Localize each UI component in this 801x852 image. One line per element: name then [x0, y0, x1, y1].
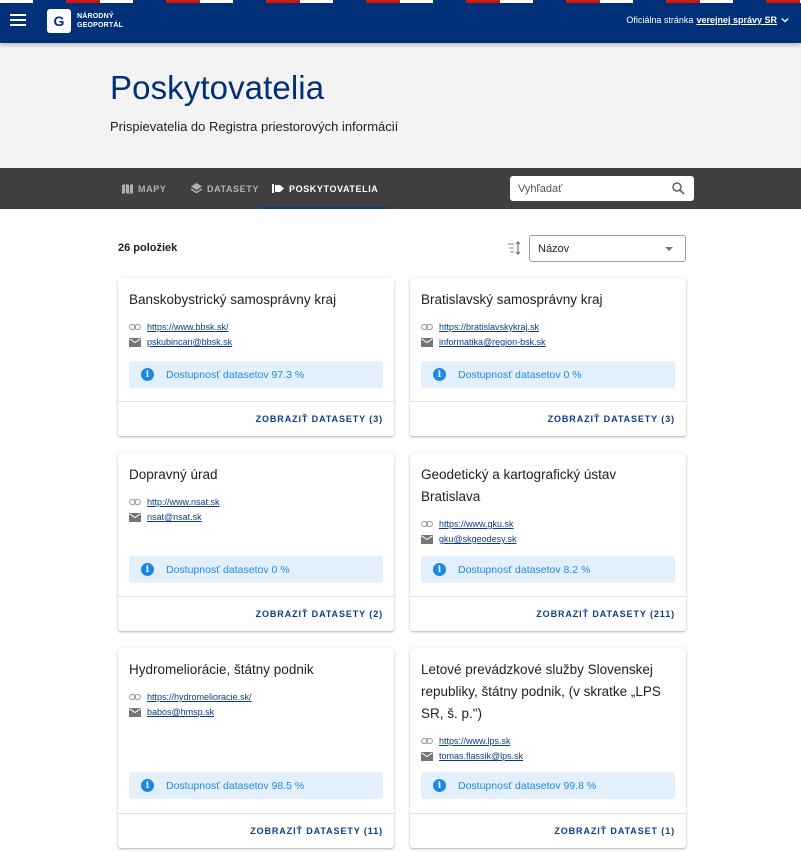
- email-icon: [129, 708, 141, 717]
- provider-card: [118, 278, 394, 436]
- link-icon: [129, 694, 141, 700]
- provider-card: [118, 648, 394, 848]
- map-icon: [122, 184, 133, 194]
- search-box: [510, 176, 694, 201]
- page-hero: [0, 43, 801, 168]
- link-icon: [421, 324, 433, 330]
- tab-mapy[interactable]: [122, 168, 166, 209]
- show-datasets-button[interactable]: ZOBRAZIŤ DATASETY (211): [536, 609, 675, 619]
- page-subtitle: Prispievatelia do Registra priestorových informácií: [110, 119, 399, 134]
- info-icon: i: [141, 368, 154, 381]
- info-icon: i: [141, 779, 154, 792]
- official-site-link[interactable]: verejnej správy SR: [696, 15, 777, 25]
- tab-poskytovatelia[interactable]: [261, 168, 389, 209]
- show-datasets-button[interactable]: ZOBRAZIŤ DATASETY (2): [255, 609, 383, 619]
- official-prefix: Oficiálna stránka: [626, 15, 694, 25]
- sort-select[interactable]: [529, 235, 686, 262]
- provider-email-link[interactable]: tomas.flassik@lps.sk: [439, 751, 524, 761]
- provider-name: Dopravný úrad: [129, 467, 218, 482]
- availability-text: Dostupnosť datasetov 99.8 %: [458, 779, 597, 792]
- availability-banner: [421, 772, 675, 799]
- email-icon: [129, 513, 141, 522]
- availability-text: Dostupnosť datasetov 0 %: [166, 563, 290, 576]
- link-icon: [421, 521, 433, 527]
- availability-text: Dostupnosť datasetov 97.3 %: [166, 368, 305, 381]
- provider-name: Banskobystrický samosprávny kraj: [129, 292, 337, 307]
- email-icon: [421, 752, 433, 761]
- show-datasets-button[interactable]: ZOBRAZIŤ DATASETY (11): [250, 826, 383, 836]
- provider-website-link[interactable]: https://www.gku.sk: [439, 519, 514, 529]
- provider-website-link[interactable]: https://bratislavskykraj.sk: [439, 322, 540, 332]
- tab-label: MAPY: [138, 183, 167, 194]
- page-title: Poskytovatelia: [110, 69, 325, 106]
- provider-name: Geodetický a kartografický ústav Bratislava: [421, 467, 617, 504]
- hamburger-menu-icon[interactable]: [10, 14, 26, 28]
- email-icon: [421, 338, 433, 347]
- link-icon: [129, 324, 141, 330]
- email-icon: [421, 535, 433, 544]
- show-datasets-button[interactable]: ZOBRAZIŤ DATASETY (3): [255, 414, 383, 424]
- top-header: [0, 0, 801, 43]
- provider-card: [118, 453, 394, 631]
- provider-email-link[interactable]: babos@hmsp.sk: [147, 707, 215, 717]
- search-icon[interactable]: [672, 182, 685, 195]
- geoportal-logo[interactable]: [47, 9, 123, 33]
- result-count: 26 položiek: [118, 242, 178, 254]
- official-site-banner: [626, 15, 789, 25]
- provider-website-link[interactable]: http://www.nsat.sk: [147, 497, 220, 507]
- provider-card: [410, 278, 686, 436]
- provider-name: Letové prevádzkové služby Slovenskej republiky, štátny podnik, (v skratke „LPS SR, š. p."): [421, 662, 661, 721]
- provider-email-link[interactable]: nsat@nsat.sk: [147, 512, 202, 522]
- availability-text: Dostupnosť datasetov 98.5 %: [166, 779, 305, 792]
- link-icon: [129, 499, 141, 505]
- national-stripe: [0, 0, 801, 3]
- availability-banner: [421, 361, 675, 388]
- logo-mark-icon: G: [47, 9, 71, 33]
- availability-banner: [129, 772, 383, 799]
- info-icon: i: [433, 368, 446, 381]
- search-input[interactable]: [518, 183, 663, 195]
- provider-website-link[interactable]: https://www.bbsk.sk/: [147, 322, 229, 332]
- availability-banner: [129, 556, 383, 583]
- provider-icon: [272, 184, 284, 193]
- info-icon: i: [141, 563, 154, 576]
- provider-card: [410, 648, 686, 848]
- provider-card: [410, 453, 686, 631]
- tab-label: DATASETY: [207, 183, 259, 194]
- link-icon: [421, 738, 433, 744]
- provider-email-link[interactable]: informatika@region-bsk.sk: [439, 337, 546, 347]
- layers-icon: [191, 183, 202, 194]
- provider-name: Hydromeliorácie, štátny podnik: [129, 662, 314, 677]
- provider-name: Bratislavský samosprávny kraj: [421, 292, 603, 307]
- tab-label: POSKYTOVATELIA: [289, 183, 379, 194]
- info-icon: i: [433, 563, 446, 576]
- sort-selected-value: Názov: [538, 242, 570, 255]
- availability-text: Dostupnosť datasetov 0 %: [458, 368, 582, 381]
- availability-banner: [421, 556, 675, 583]
- sort-direction-icon[interactable]: [507, 241, 523, 255]
- provider-website-link[interactable]: https://hydromelioracie.sk/: [147, 692, 252, 702]
- logo-line-1: NÁRODNÝ: [77, 13, 114, 20]
- dropdown-caret-icon: [665, 247, 673, 251]
- tab-datasety[interactable]: [191, 168, 259, 209]
- provider-website-link[interactable]: https://www.lps.sk: [439, 736, 511, 746]
- availability-banner: [129, 361, 383, 388]
- show-dataset-button[interactable]: ZOBRAZIŤ DATASET (1): [554, 826, 675, 836]
- show-datasets-button[interactable]: ZOBRAZIŤ DATASETY (3): [547, 414, 675, 424]
- availability-text: Dostupnosť datasetov 8.2 %: [458, 563, 591, 576]
- logo-line-2: GEOPORTÁL: [77, 22, 124, 29]
- email-icon: [129, 338, 141, 347]
- provider-email-link[interactable]: pskubincan@bbsk.sk: [147, 337, 233, 347]
- info-icon: i: [433, 779, 446, 792]
- provider-email-link[interactable]: gku@skgeodesy.sk: [439, 534, 517, 544]
- chevron-down-icon[interactable]: [781, 16, 789, 24]
